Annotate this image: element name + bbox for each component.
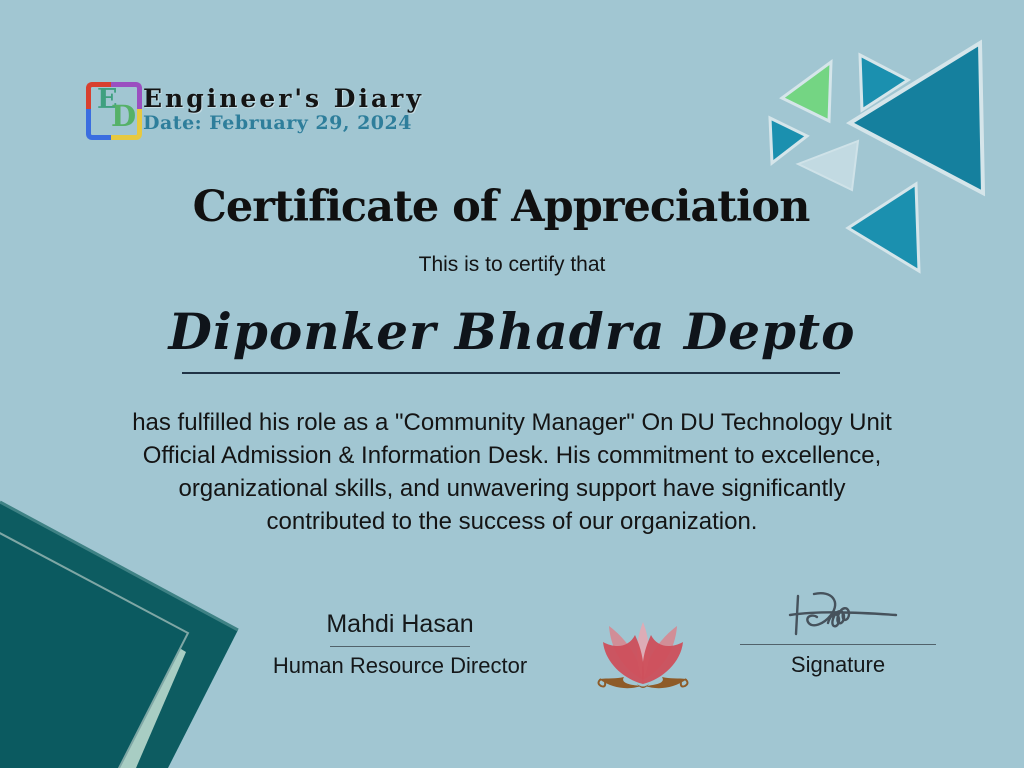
signatory-role: Human Resource Director xyxy=(272,653,528,678)
handwritten-signature xyxy=(728,588,948,644)
ed-monogram-icon xyxy=(86,82,142,140)
citation-line: Official Admission & Information Desk. His commitment to excellence, xyxy=(142,442,882,469)
signatory-name-rule xyxy=(330,646,470,647)
citation-line: contributed to the success of our organization. xyxy=(266,508,758,535)
signatory-name: Mahdi Hasan xyxy=(326,610,474,638)
logo-letter-d: D xyxy=(111,99,137,133)
citation-line: has fulfilled his role as a "Community Manager" On DU Technology Unit xyxy=(132,409,892,436)
logo-letter-e: E xyxy=(97,84,118,115)
signatory-right-block xyxy=(718,588,958,678)
citation-line: organizational skills, and unwavering support have significantly xyxy=(178,475,846,502)
signature-rule xyxy=(740,644,936,645)
certify-line: This is to certify that xyxy=(418,253,606,276)
certificate-title: Certificate of Appreciation xyxy=(192,182,810,232)
citation-paragraph xyxy=(62,406,962,538)
brand-title: Engineer's Diary xyxy=(143,84,424,113)
issue-date: Date: February 29, 2024 xyxy=(143,112,412,134)
recipient-name-underline xyxy=(182,372,840,374)
recipient-name: Diponker Bhadra Depto xyxy=(168,302,856,361)
triangle-decoration xyxy=(740,30,1024,280)
lotus-flower-icon xyxy=(595,616,691,698)
signature-label: Signature xyxy=(790,652,886,677)
signatory-left-block xyxy=(260,610,540,679)
